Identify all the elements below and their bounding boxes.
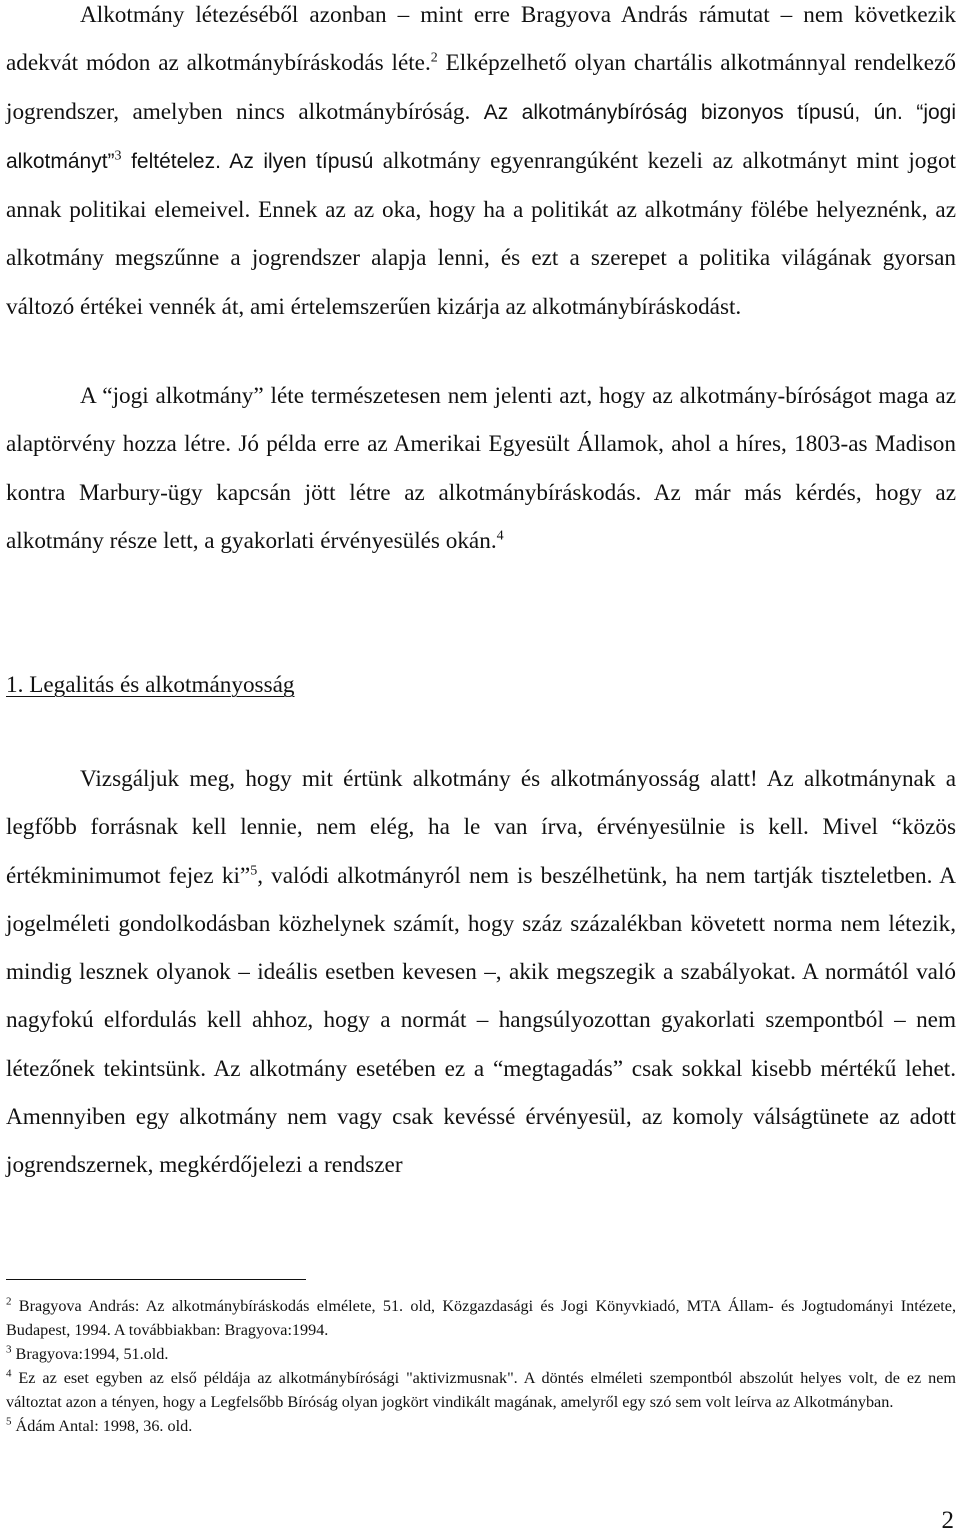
footnote-2 (6, 1294, 956, 1342)
paragraph-text: Alkotmány létezéséből azonban – mint erre Bragyova András rámutat – nem következik adekvát módon az alkotmánybíráskodás léte. (6, 2, 956, 77)
paragraph-text: , valódi alkotmányról nem is beszélhetünk, ha nem tartják tiszteletben. A jogelméleti gondolkodásban közhelynek számít, hogy száz százalékban követett norma nem létezik, mindig lesznek olyanok – ideális esetben kevesen –, akik megszegik a szabályokat. A normától való nagyfokú elfordulás kell ahhoz, hogy a normát – hangsúlyozottan gyakorlati szempontból – nem létezőnek tekintsünk. Az alkotmány esetében ez a “megtagadás” csak sokkal kisebb mértékű lehet. Amennyiben egy alkotmány nem vagy csak kevéssé érvényesül, az komoly válságtünete az adott jogrendszernek, megkérdőjelezi a rendszer (6, 862, 956, 1179)
footnotes (6, 1294, 956, 1438)
footnote-text: Bragyova:1994, 51.old. (11, 1345, 169, 1363)
paragraph-text: alkotmány egyenrangúként kezeli az alkotmányt mint jogot annak politikai elemeivel. Ennek az az oka, hogy ha a politikát az alkotmány fölébe helyeznénk, az alkotmány megszűnne a jogrendszer alapja lenni, és ezt a szerepet a politika világának gyorsan változó értékei vennék át, ami értelemszerűen kizárja az alkotmánybíráskodást. (6, 147, 956, 320)
paragraph-text: Elképzelhető olyan chartális alkotmánnyal rendelkező jogrendszer, amelyben nincs alkotmánybíróság. (6, 50, 956, 125)
footnote-ref-5[interactable]: 5 (250, 862, 258, 878)
page-number: 2 (941, 1507, 954, 1534)
footnote-text: Bragyova András: Az alkotmánybíráskodás elmélete, 51. old, Közgazdasági és Jogi Könyvkiadó, MTA Állam- és Jogtudományi Intézete, Budapest, 1994. A továbbiakban: Bragyova:1994. (6, 1297, 956, 1339)
footnote-text: Ez az eset egyben az első példája az alkotmánybírósági "aktivizmusnak". A döntés elméleti szempontból abszolút helyes volt, de ez nem változtat azon a tényen, hogy a Legfelsőbb Bíróság olyan jogkört vindikált magának, amelyről egy szó sem volt leírva az Alkotmányban. (6, 1369, 956, 1411)
footnote-number: 3 (6, 1343, 12, 1356)
paragraph-text: A “jogi alkotmány” léte természetesen nem jelenti azt, hogy az alkotmány-bíróságot maga az alaptörvény hozza létre. Jó példa erre az Amerikai Egyesült Államok, ahol a híres, 1803-as Madison kontra Marbury-ügy kapcsán jött létre az alkotmánybíráskodás. Az már más kérdés, hogy az alkotmány része lett, a gyakorlati érvényesülés okán. (6, 383, 956, 554)
paragraph-legal-constitution (6, 372, 956, 565)
footnote-4 (6, 1366, 956, 1414)
footnote-5 (6, 1414, 956, 1438)
footnote-divider (6, 1279, 306, 1280)
paragraph-text-sans: feltételez. Az ilyen típusú (121, 149, 374, 173)
footnote-number: 2 (6, 1295, 12, 1308)
footnote-ref-2[interactable]: 2 (430, 50, 438, 66)
footnote-number: 4 (6, 1367, 12, 1380)
paragraph-text-sans: Az alkotmánybíróság bizonyos típusú, ún. “jogi alkotmányt” (6, 100, 957, 173)
footnote-text: Ádám Antal: 1998, 36. old. (11, 1417, 193, 1435)
footnote-number: 5 (6, 1415, 12, 1428)
paragraph-legality (6, 755, 956, 1190)
section-heading: 1. Legalitás és alkotmányosság (6, 672, 295, 698)
footnote-ref-3[interactable]: 3 (114, 148, 122, 164)
footnote-3 (6, 1342, 956, 1366)
paragraph-constitution-court (6, 0, 956, 331)
paragraph-text: Vizsgáljuk meg, hogy mit értünk alkotmány és alkotmányosság alatt! Az alkotmánynak a legfőbb forrásnak kell lennie, nem elég, ha le van írva, érvényesülnie is kell. Mivel “közös értékminimumot fejez ki” (6, 766, 956, 889)
footnote-ref-4[interactable]: 4 (496, 528, 504, 544)
